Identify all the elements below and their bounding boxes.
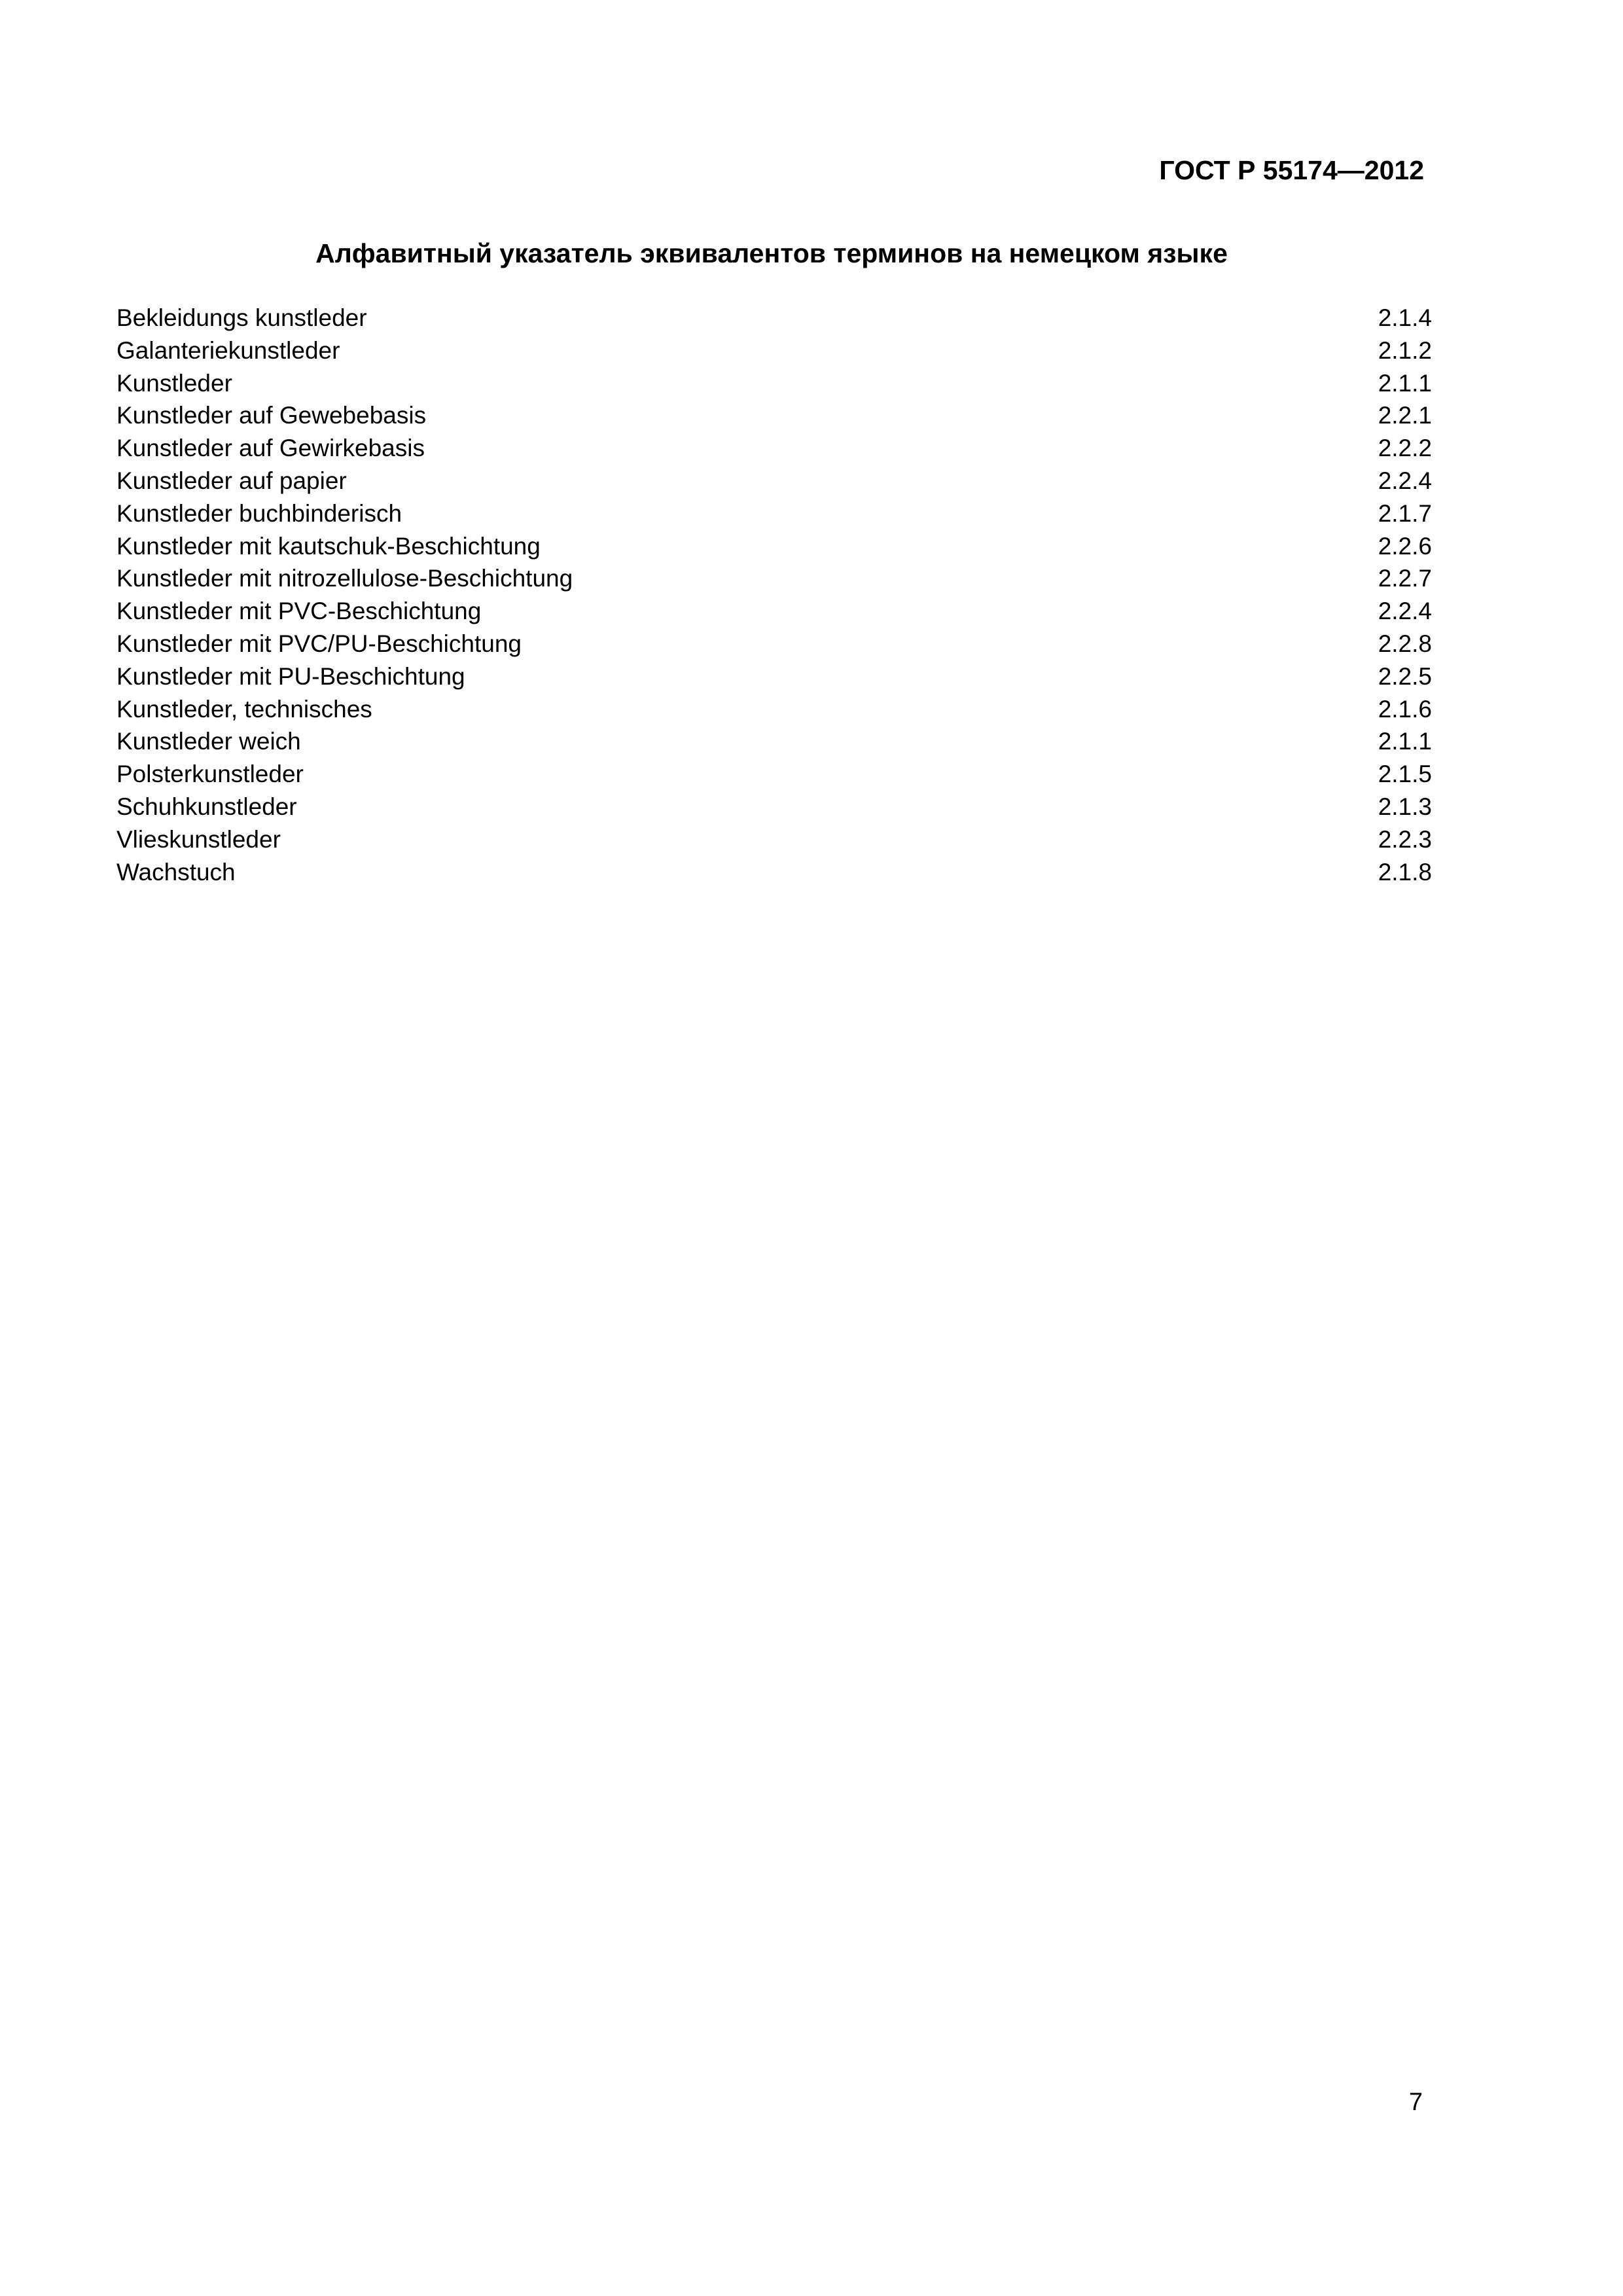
index-term: Kunstleder mit PVC/PU-Beschichtung xyxy=(116,630,522,657)
index-term: Kunstleder, technisches xyxy=(116,695,372,723)
index-reference: 2.1.8 xyxy=(1378,858,1432,886)
index-entry xyxy=(116,334,1432,367)
index-reference: 2.2.2 xyxy=(1378,435,1432,462)
index-reference: 2.1.7 xyxy=(1378,499,1432,527)
index-entry xyxy=(116,465,1432,497)
index-term: Kunstleder weich xyxy=(116,728,301,755)
index-entry xyxy=(116,856,1432,889)
index-term: Kunstleder mit kautschuk-Beschichtung xyxy=(116,532,541,560)
index-entry xyxy=(116,562,1432,595)
index-entry xyxy=(116,693,1432,726)
index-reference: 2.1.1 xyxy=(1378,728,1432,755)
index-entry xyxy=(116,791,1432,823)
index-reference: 2.1.6 xyxy=(1378,695,1432,723)
index-reference: 2.2.6 xyxy=(1378,532,1432,560)
index-reference: 2.1.3 xyxy=(1378,793,1432,820)
index-reference: 2.2.4 xyxy=(1378,467,1432,494)
index-term: Kunstleder auf papier xyxy=(116,467,347,494)
index-reference: 2.2.5 xyxy=(1378,662,1432,690)
index-term: Polsterkunstleder xyxy=(116,761,304,788)
index-reference: 2.2.7 xyxy=(1378,565,1432,592)
index-reference: 2.1.5 xyxy=(1378,761,1432,788)
index-term: Kunstleder mit PVC-Beschichtung xyxy=(116,598,482,625)
index-term: Kunstleder buchbinderisch xyxy=(116,499,402,527)
index-entry xyxy=(116,530,1432,563)
index-entry xyxy=(116,399,1432,432)
term-index-list xyxy=(116,302,1432,888)
index-term: Kunstleder auf Gewebebasis xyxy=(116,402,427,429)
index-reference: 2.2.8 xyxy=(1378,630,1432,657)
index-entry xyxy=(116,367,1432,400)
index-entry xyxy=(116,432,1432,465)
index-entry xyxy=(116,823,1432,856)
index-reference: 2.2.1 xyxy=(1378,402,1432,429)
index-entry xyxy=(116,302,1432,334)
index-term: Wachstuch xyxy=(116,858,236,886)
index-entry xyxy=(116,660,1432,693)
index-term: Galanteriekunstleder xyxy=(116,336,340,364)
index-term: Schuhkunstleder xyxy=(116,793,297,820)
index-reference: 2.1.2 xyxy=(1378,336,1432,364)
index-entry xyxy=(116,595,1432,628)
index-term: Kunstleder mit nitrozellulose-Beschichtung xyxy=(116,565,573,592)
index-reference: 2.2.3 xyxy=(1378,825,1432,853)
index-entry xyxy=(116,628,1432,660)
index-title: Алфавитный указатель эквивалентов терминов на немецком языке xyxy=(315,238,1228,268)
index-reference: 2.2.4 xyxy=(1378,598,1432,625)
index-term: Kunstleder mit PU-Beschichtung xyxy=(116,662,465,690)
index-term: Vlieskunstleder xyxy=(116,825,281,853)
index-reference: 2.1.1 xyxy=(1378,369,1432,397)
index-entry xyxy=(116,725,1432,758)
index-entry xyxy=(116,758,1432,791)
index-entry xyxy=(116,497,1432,530)
index-term: Kunstleder auf Gewirkebasis xyxy=(116,435,425,462)
index-reference: 2.1.4 xyxy=(1378,304,1432,331)
index-term: Kunstleder xyxy=(116,369,232,397)
page-number: 7 xyxy=(1408,2089,1423,2116)
index-term: Bekleidungs kunstleder xyxy=(116,304,367,331)
document-code-header: ГОСТ Р 55174—2012 xyxy=(1159,155,1424,185)
